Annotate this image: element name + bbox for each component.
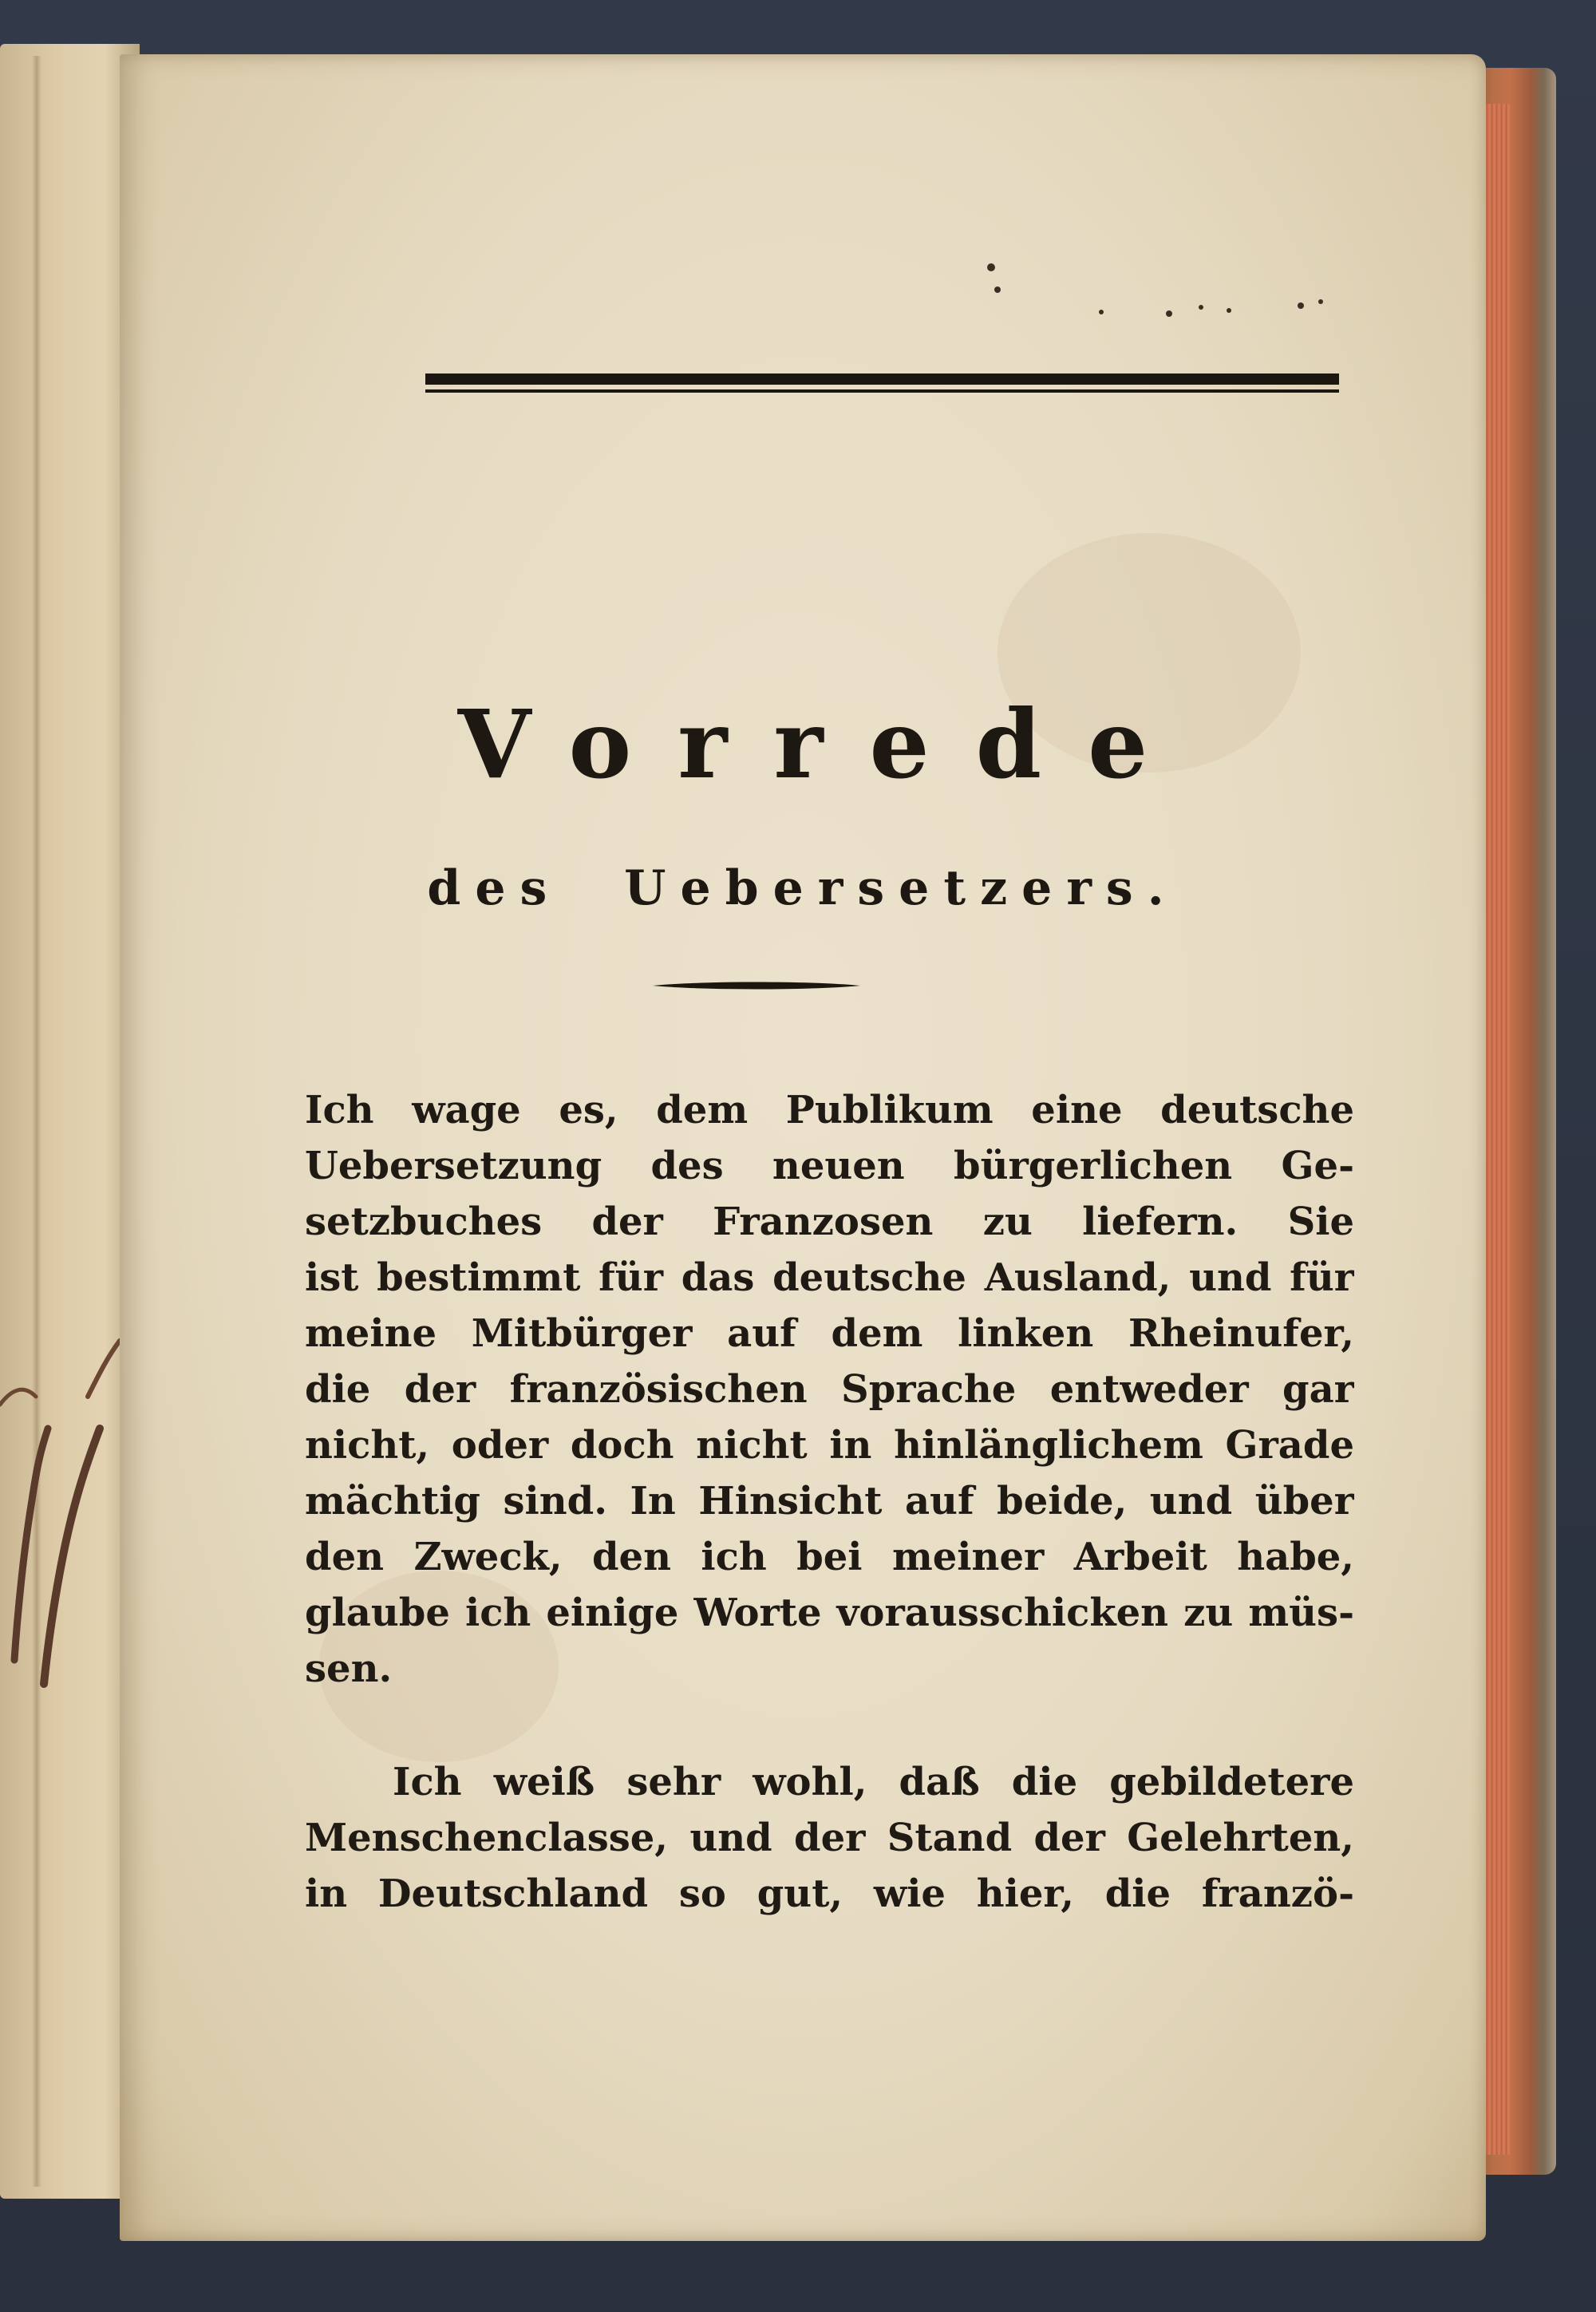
text-line: den Zweck, den ich bei meiner Arbeit habe, bbox=[305, 1535, 1354, 1579]
text-line: Uebersetzung des neuen bürgerlichen Ge- bbox=[305, 1144, 1354, 1188]
paragraph-1 bbox=[305, 1082, 1354, 1697]
left-page-gutter bbox=[32, 56, 41, 2187]
page-title: Vorrede bbox=[457, 689, 1195, 800]
text-line: Ich weiß sehr wohl, daß die gebildetere bbox=[393, 1760, 1354, 1804]
text-line: nicht, oder doch nicht in hinlänglichem Grade bbox=[305, 1423, 1354, 1468]
text-line: glaube ich einige Worte vorausschicken zu müs- bbox=[305, 1591, 1354, 1635]
ornamental-rule-thick bbox=[425, 372, 1339, 399]
text-line: die der französischen Sprache entweder gar bbox=[305, 1367, 1354, 1412]
text-line: meine Mitbürger auf dem linken Rheinufer, bbox=[305, 1311, 1354, 1356]
book-page bbox=[120, 54, 1486, 2241]
text-line: Menschenclasse, und der Stand der Gelehrten, bbox=[305, 1816, 1354, 1860]
text-line: sen. bbox=[305, 1646, 393, 1691]
text-line: ist bestimmt für das deutsche Ausland, und für bbox=[305, 1255, 1354, 1300]
left-page-edge bbox=[0, 44, 140, 2199]
text-line: Ich wage es, dem Publikum eine deutsche bbox=[305, 1088, 1354, 1132]
handwritten-ink-marks bbox=[0, 1309, 136, 1724]
text-line: in Deutschland so gut, wie hier, die franzö- bbox=[305, 1871, 1354, 1916]
ornamental-rule-small bbox=[653, 978, 860, 993]
text-line: setzbuches der Franzosen zu liefern. Sie bbox=[305, 1199, 1354, 1244]
text-line: mächtig sind. In Hinsicht auf beide, und über bbox=[305, 1479, 1354, 1524]
page-subtitle: des Uebersetzers. bbox=[427, 860, 1179, 916]
ink-specks bbox=[982, 258, 1349, 330]
paragraph-2 bbox=[305, 1754, 1354, 1922]
red-page-edges bbox=[1483, 104, 1510, 2155]
